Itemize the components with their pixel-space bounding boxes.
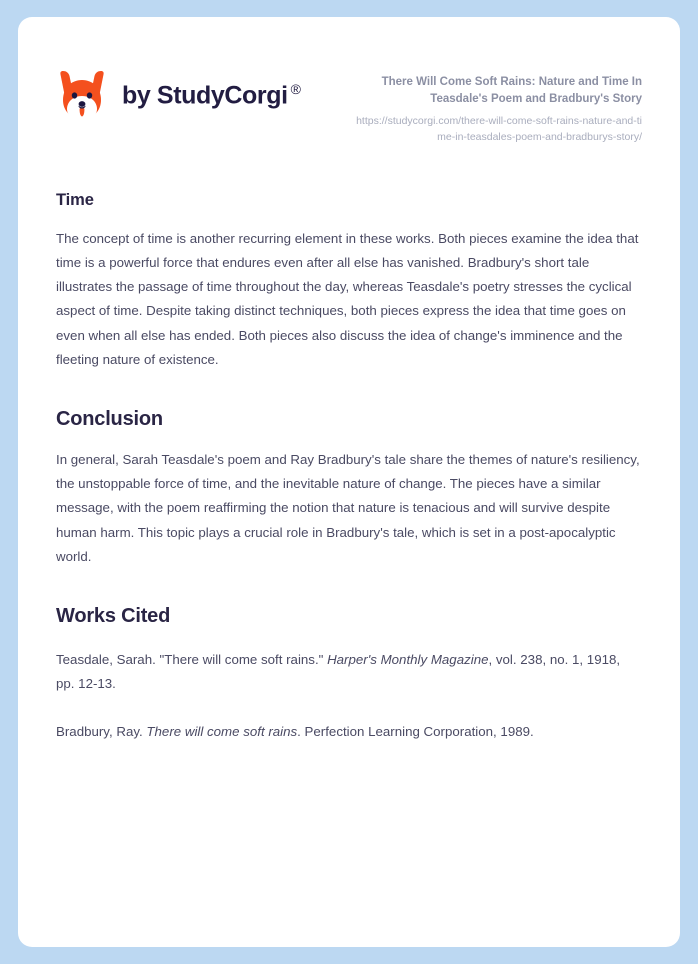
document-content bbox=[18, 191, 680, 745]
document-url[interactable]: https://studycorgi.com/there-will-come-soft-rains-nature-and-time-in-teasdales-poem-and-bradburys-story/ bbox=[356, 115, 642, 144]
citation-source-title: Harper's Monthly Magazine bbox=[327, 651, 489, 667]
citation-suffix: , vol. 238, no. 1, 1918, pp. 12-13. bbox=[56, 651, 621, 692]
section-heading-works-cited: Works Cited bbox=[56, 604, 171, 627]
brand-logo[interactable] bbox=[56, 61, 301, 123]
brand-name: by StudyCorgi ® bbox=[122, 80, 301, 110]
document-page-card bbox=[18, 17, 680, 947]
section-heading-conclusion: Conclusion bbox=[56, 407, 163, 430]
document-meta bbox=[352, 61, 642, 146]
document-header bbox=[18, 17, 680, 146]
section-paragraph-conclusion: In general, Sarah Teasdale's poem and Ray Bradbury's tale share the themes of nature's resiliency, the unstoppable force of time, and the inevitable nature of change. The pieces have a similar message, with the poem reaffirming the notion that nature is tenacious and will survive despite human harm. This topic plays a crucial role in Bradbury's tale, which is set in a post-apocalyptic world. bbox=[56, 451, 640, 564]
citation-suffix: . Perfection Learning Corporation, 1989. bbox=[297, 724, 534, 740]
citation-entry bbox=[56, 720, 642, 744]
citation-prefix: Teasdale, Sarah. "There will come soft rains." bbox=[56, 651, 328, 667]
section-paragraph-time: The concept of time is another recurring element in these works. Both pieces examine the idea that time is a powerful force that endures even after all else has vanished. Bradbury's short tale illustrates the passage of time throughout the day, whereas Teasdale's poetry stresses the cyclical aspect of time. Despite taking distinct techniques, both pieces express the idea that time goes on even when all else has ended. Both pieces also discuss the idea of change's imminence and the fleeting nature of existence. bbox=[56, 230, 639, 367]
citation-source-title: There will come soft rains bbox=[146, 724, 298, 740]
registered-trademark-icon: ® bbox=[290, 80, 301, 97]
corgi-face-icon bbox=[56, 67, 108, 123]
citation-entry bbox=[56, 648, 642, 696]
section-heading-time: Time bbox=[56, 190, 94, 209]
document-title: There Will Come Soft Rains: Nature and Time In Teasdale's Poem and Bradbury's Story bbox=[381, 76, 642, 105]
works-cited-list bbox=[56, 648, 642, 745]
citation-prefix: Bradbury, Ray. bbox=[56, 724, 147, 740]
